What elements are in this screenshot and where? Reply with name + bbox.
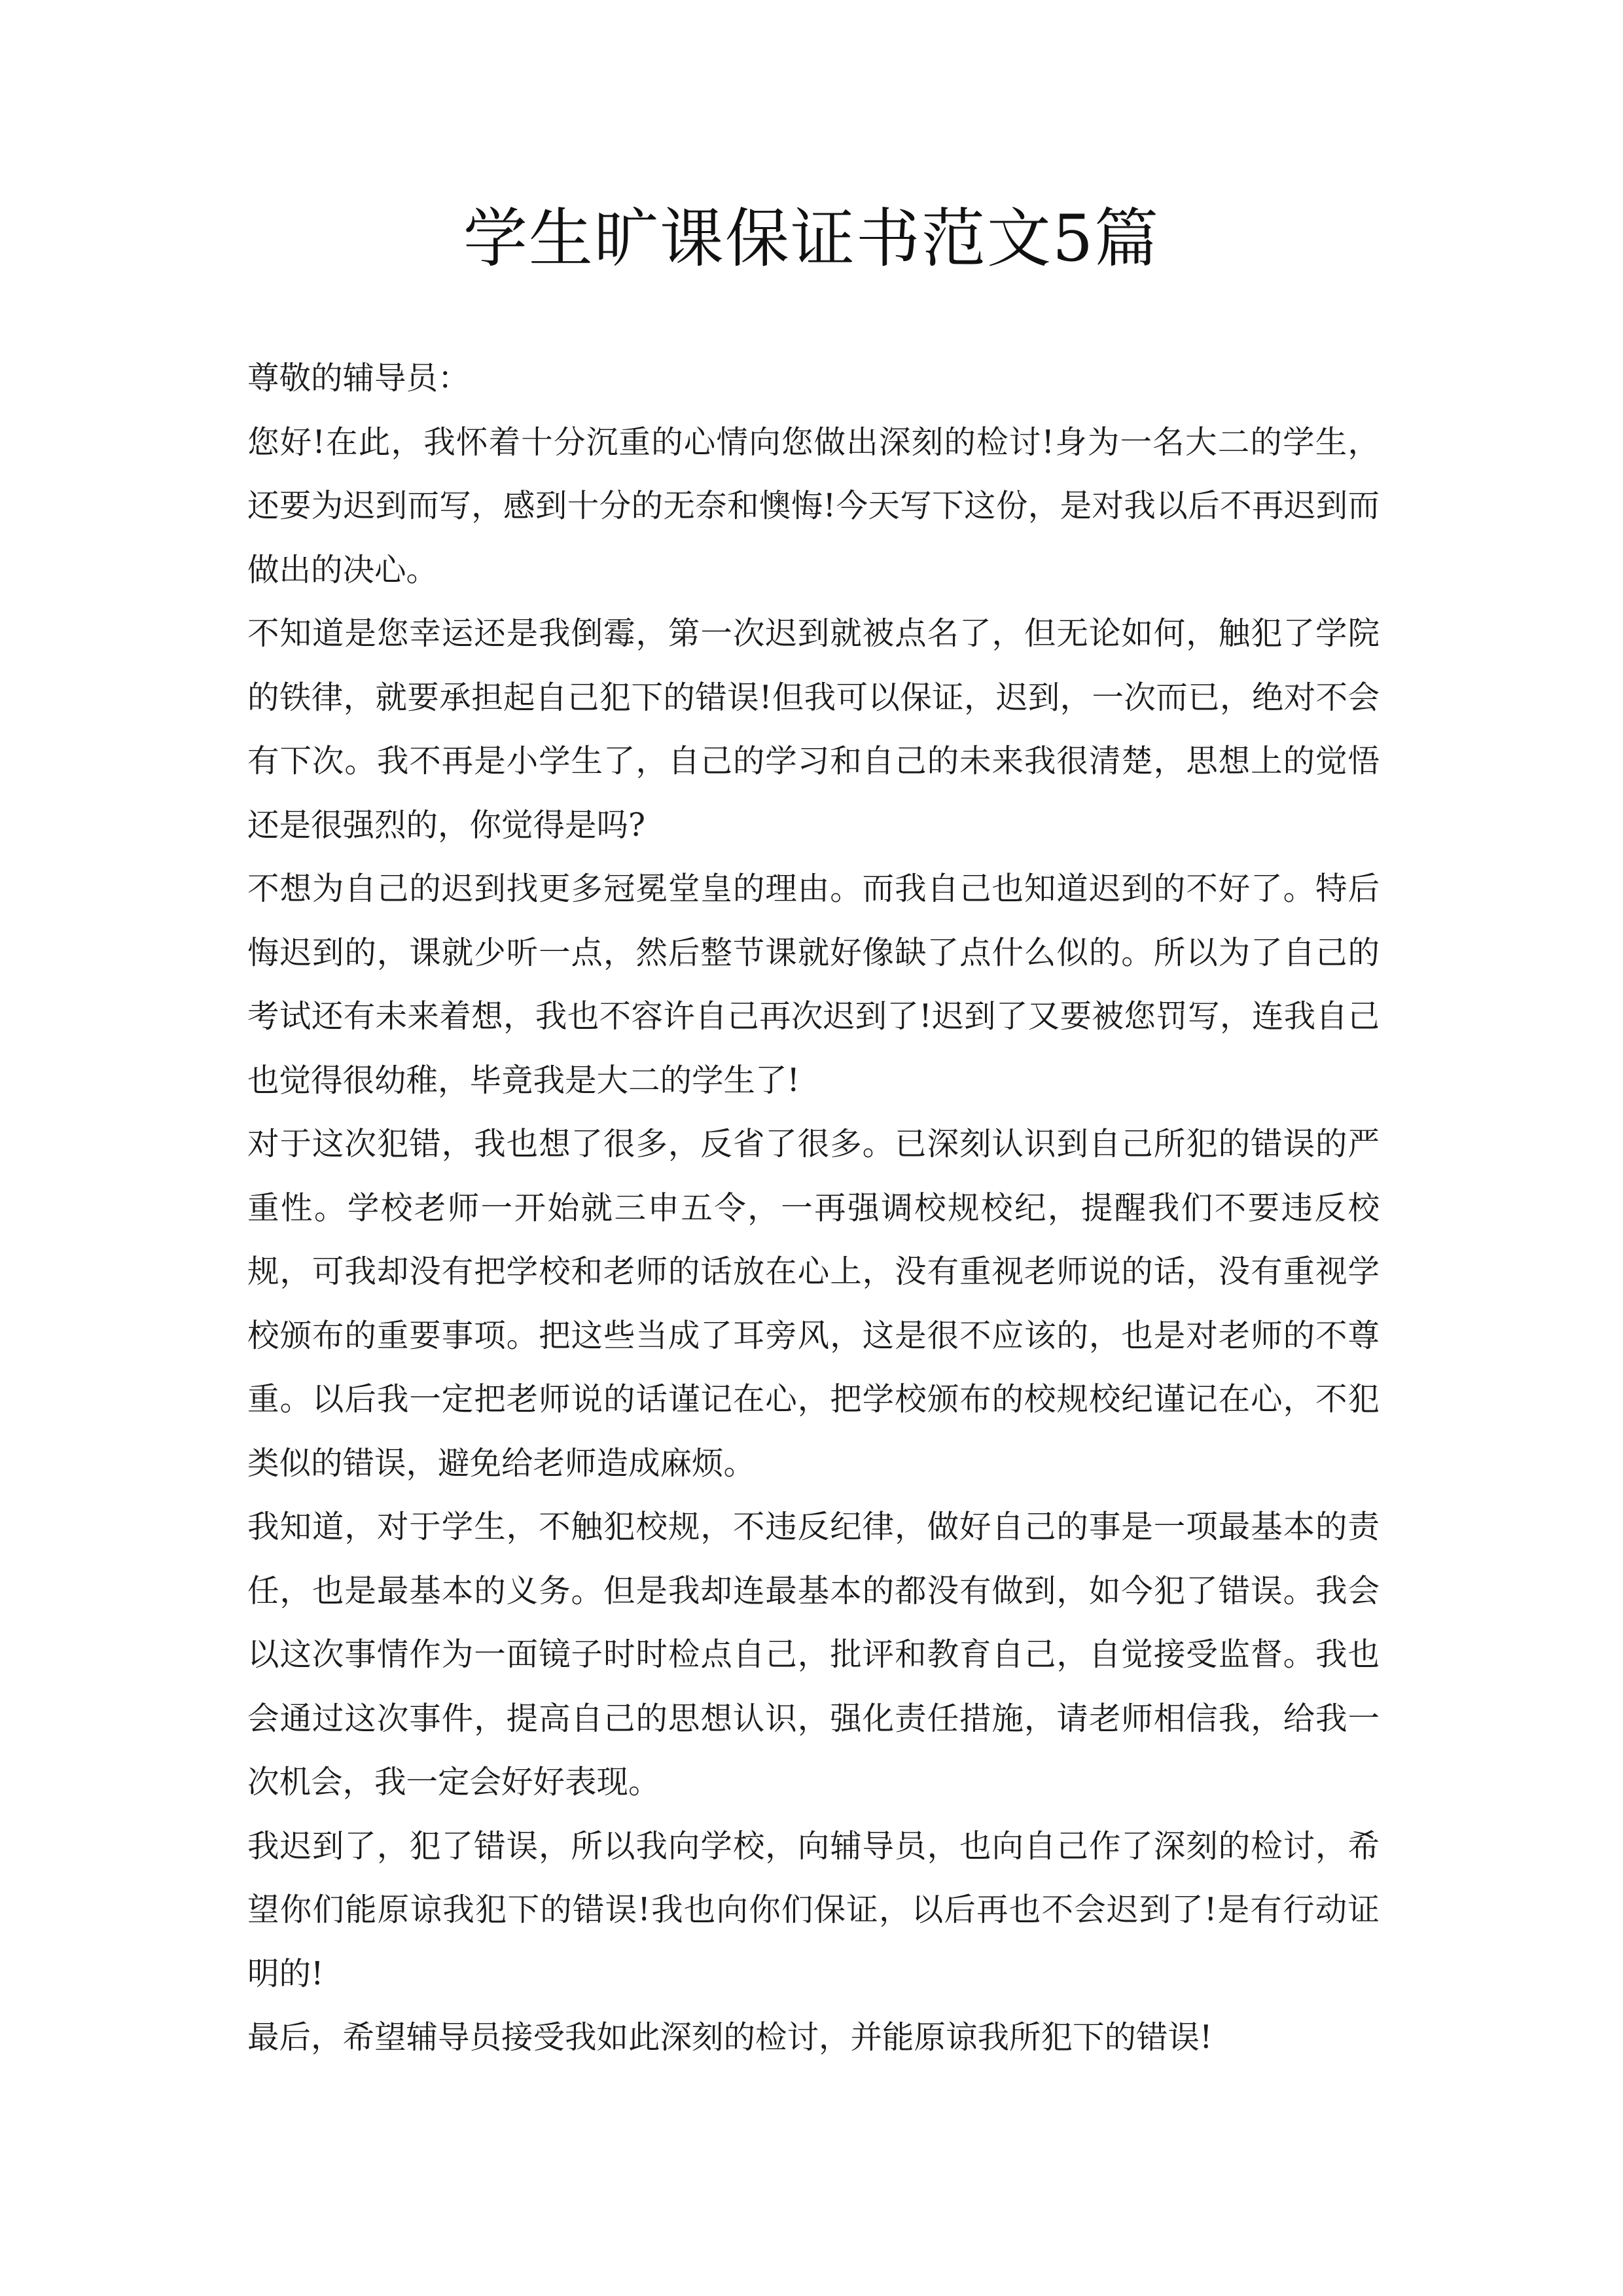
- document-title: 学生旷课保证书范文5篇: [463, 202, 1160, 276]
- paragraph-5: 我知道，对于学生，不触犯校规，不违反纪律，做好自己的事是一项最基本的责任，也是最基本的义务。但是我却连最基本的都没有做到，如今犯了错误。我会以这次事情作为一面镜子时时检点自己，批评和教育自己，自觉接受监督。我也会通过这次事件，提高自己的思想认识，强化责任措施，请老师相信我，给我一次机会，我一定会好好表现。: [247, 1509, 1380, 1801]
- paragraph-7: 最后，希望辅导员接受我如此深刻的检讨，并能原谅我所犯下的错误!: [247, 2019, 1213, 2056]
- paragraph-4: 对于这次犯错，我也想了很多，反省了很多。已深刻认识到自己所犯的错误的严重性。学校老师一开始就三申五令，一再强调校规校纪，提醒我们不要违反校规，可我却没有把学校和老师的话放在心上，没有重视老师说的话，没有重视学校颁布的重要事项。把这些当成了耳旁风，这是很不应该的，也是对老师的不尊重。以后我一定把老师说的话谨记在心，把学校颁布的校规校纪谨记在心，不犯类似的错误，避免给老师造成麻烦。: [247, 1126, 1380, 1482]
- salutation: 尊敬的辅导员：: [247, 360, 470, 397]
- paragraph-1: 您好!在此，我怀着十分沉重的心情向您做出深刻的检讨!身为一名大二的学生，还要为迟到而写，感到十分的无奈和懊悔!今天写下这份，是对我以后不再迟到而做出的决心。: [247, 423, 1380, 588]
- paragraph-2: 不知道是您幸运还是我倒霉，第一次迟到就被点名了，但无论如何，触犯了学院的铁律，就要承担起自己犯下的错误!但我可以保证，迟到，一次而已，绝对不会有下次。我不再是小学生了，自己的学习和自己的未来我很清楚，思想上的觉悟还是很强烈的，你觉得是吗?: [247, 615, 1380, 844]
- document-body: [247, 347, 1380, 2070]
- paragraph-3: 不想为自己的迟到找更多冠冕堂皇的理由。而我自己也知道迟到的不好了。特后悔迟到的，课就少听一点，然后整节课就好像缺了点什么似的。所以为了自己的考试还有未来着想，我也不容许自己再次迟到了!迟到了又要被您罚写，连我自己也觉得很幼稚，毕竟我是大二的学生了!: [247, 870, 1380, 1099]
- paragraph-6: 我迟到了，犯了错误，所以我向学校，向辅导员，也向自己作了深刻的检讨，希望你们能原谅我犯下的错误!我也向你们保证，以后再也不会迟到了!是有行动证明的!: [247, 1827, 1380, 1992]
